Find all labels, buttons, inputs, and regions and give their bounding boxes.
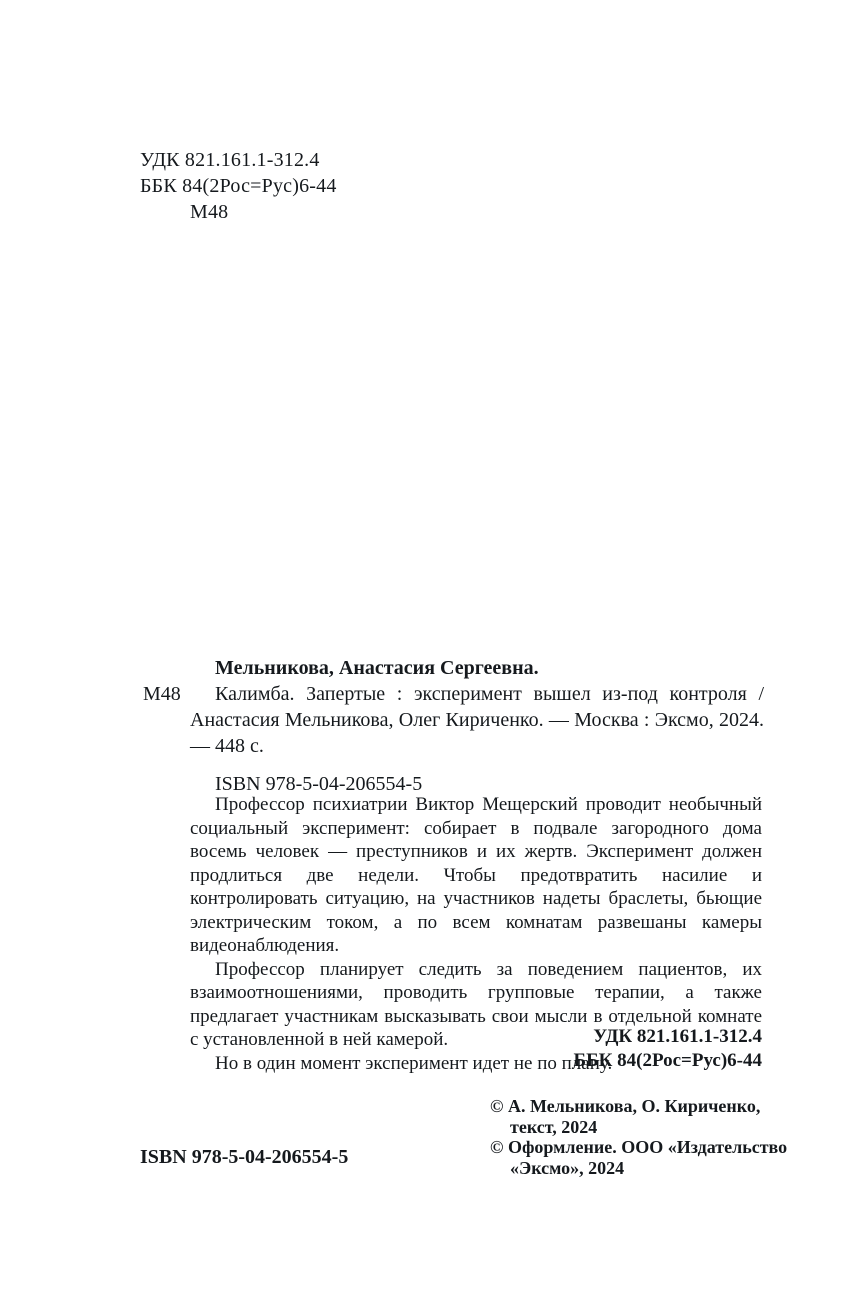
bbk-code-right: ББК 84(2Рос=Рус)6-44 [573, 1050, 762, 1071]
annotation-paragraph-2: Профессор планирует следить за поведением пациентов, их взаимоотношениями, проводить групповые терапии, а также предлагает участникам высказывать свои мысли в отдельной комнате с установленной в ней камерой. [190, 958, 762, 1050]
udk-code-right: УДК 821.161.1-312.4 [593, 1026, 762, 1047]
copyright-authors-line: © А. Мельникова, О. Кириченко, [490, 1096, 761, 1116]
copyright-block [490, 1096, 787, 1178]
copyright-publisher-line: © Оформление. ООО «Издательство [490, 1137, 788, 1157]
right-codes-block [574, 1025, 762, 1073]
isbn-catalog: ISBN 978-5-04-206554-5 [215, 773, 423, 795]
udk-code: УДК 821.161.1-312.4 [140, 149, 320, 171]
bibliographic-entry [143, 681, 764, 759]
annotation-paragraph-1: Профессор психиатрии Виктор Мещерский проводит необычный социальный эксперимент: собирает в подвале загородного дома восемь человек — преступников и их жертв. Эксперимент должен продлиться две недели. Чтобы предотвратить насилие и контролировать ситуацию, на участников надеты браслеты, бьющие электрическим током, а по всем комнатам развешаны камеры видеонаблюдения. [190, 794, 762, 956]
author-sign-code: М48 [190, 201, 229, 223]
bibliographic-description: Калимба. Запертые : эксперимент вышел из-под контроля / Анастасия Мельникова, Олег Кириченко. — Москва : Эксмо, 2024. — 448 с. [190, 683, 764, 757]
annotation-paragraph-3: Но в один момент эксперимент идет не по плану. [215, 1052, 613, 1074]
author-heading: Мельникова, Анастасия Сергеевна. [215, 657, 539, 679]
catalog-entry-block [0, 655, 764, 797]
isbn-footer: ISBN 978-5-04-206554-5 [140, 1146, 349, 1168]
copyright-authors-cont: текст, 2024 [510, 1116, 598, 1137]
bbk-code: ББК 84(2Рос=Рус)6-44 [140, 175, 337, 197]
top-codes-block [140, 147, 337, 225]
entry-author-sign: М48 [143, 683, 181, 705]
copyright-publisher-cont: «Эксмо», 2024 [510, 1157, 625, 1178]
